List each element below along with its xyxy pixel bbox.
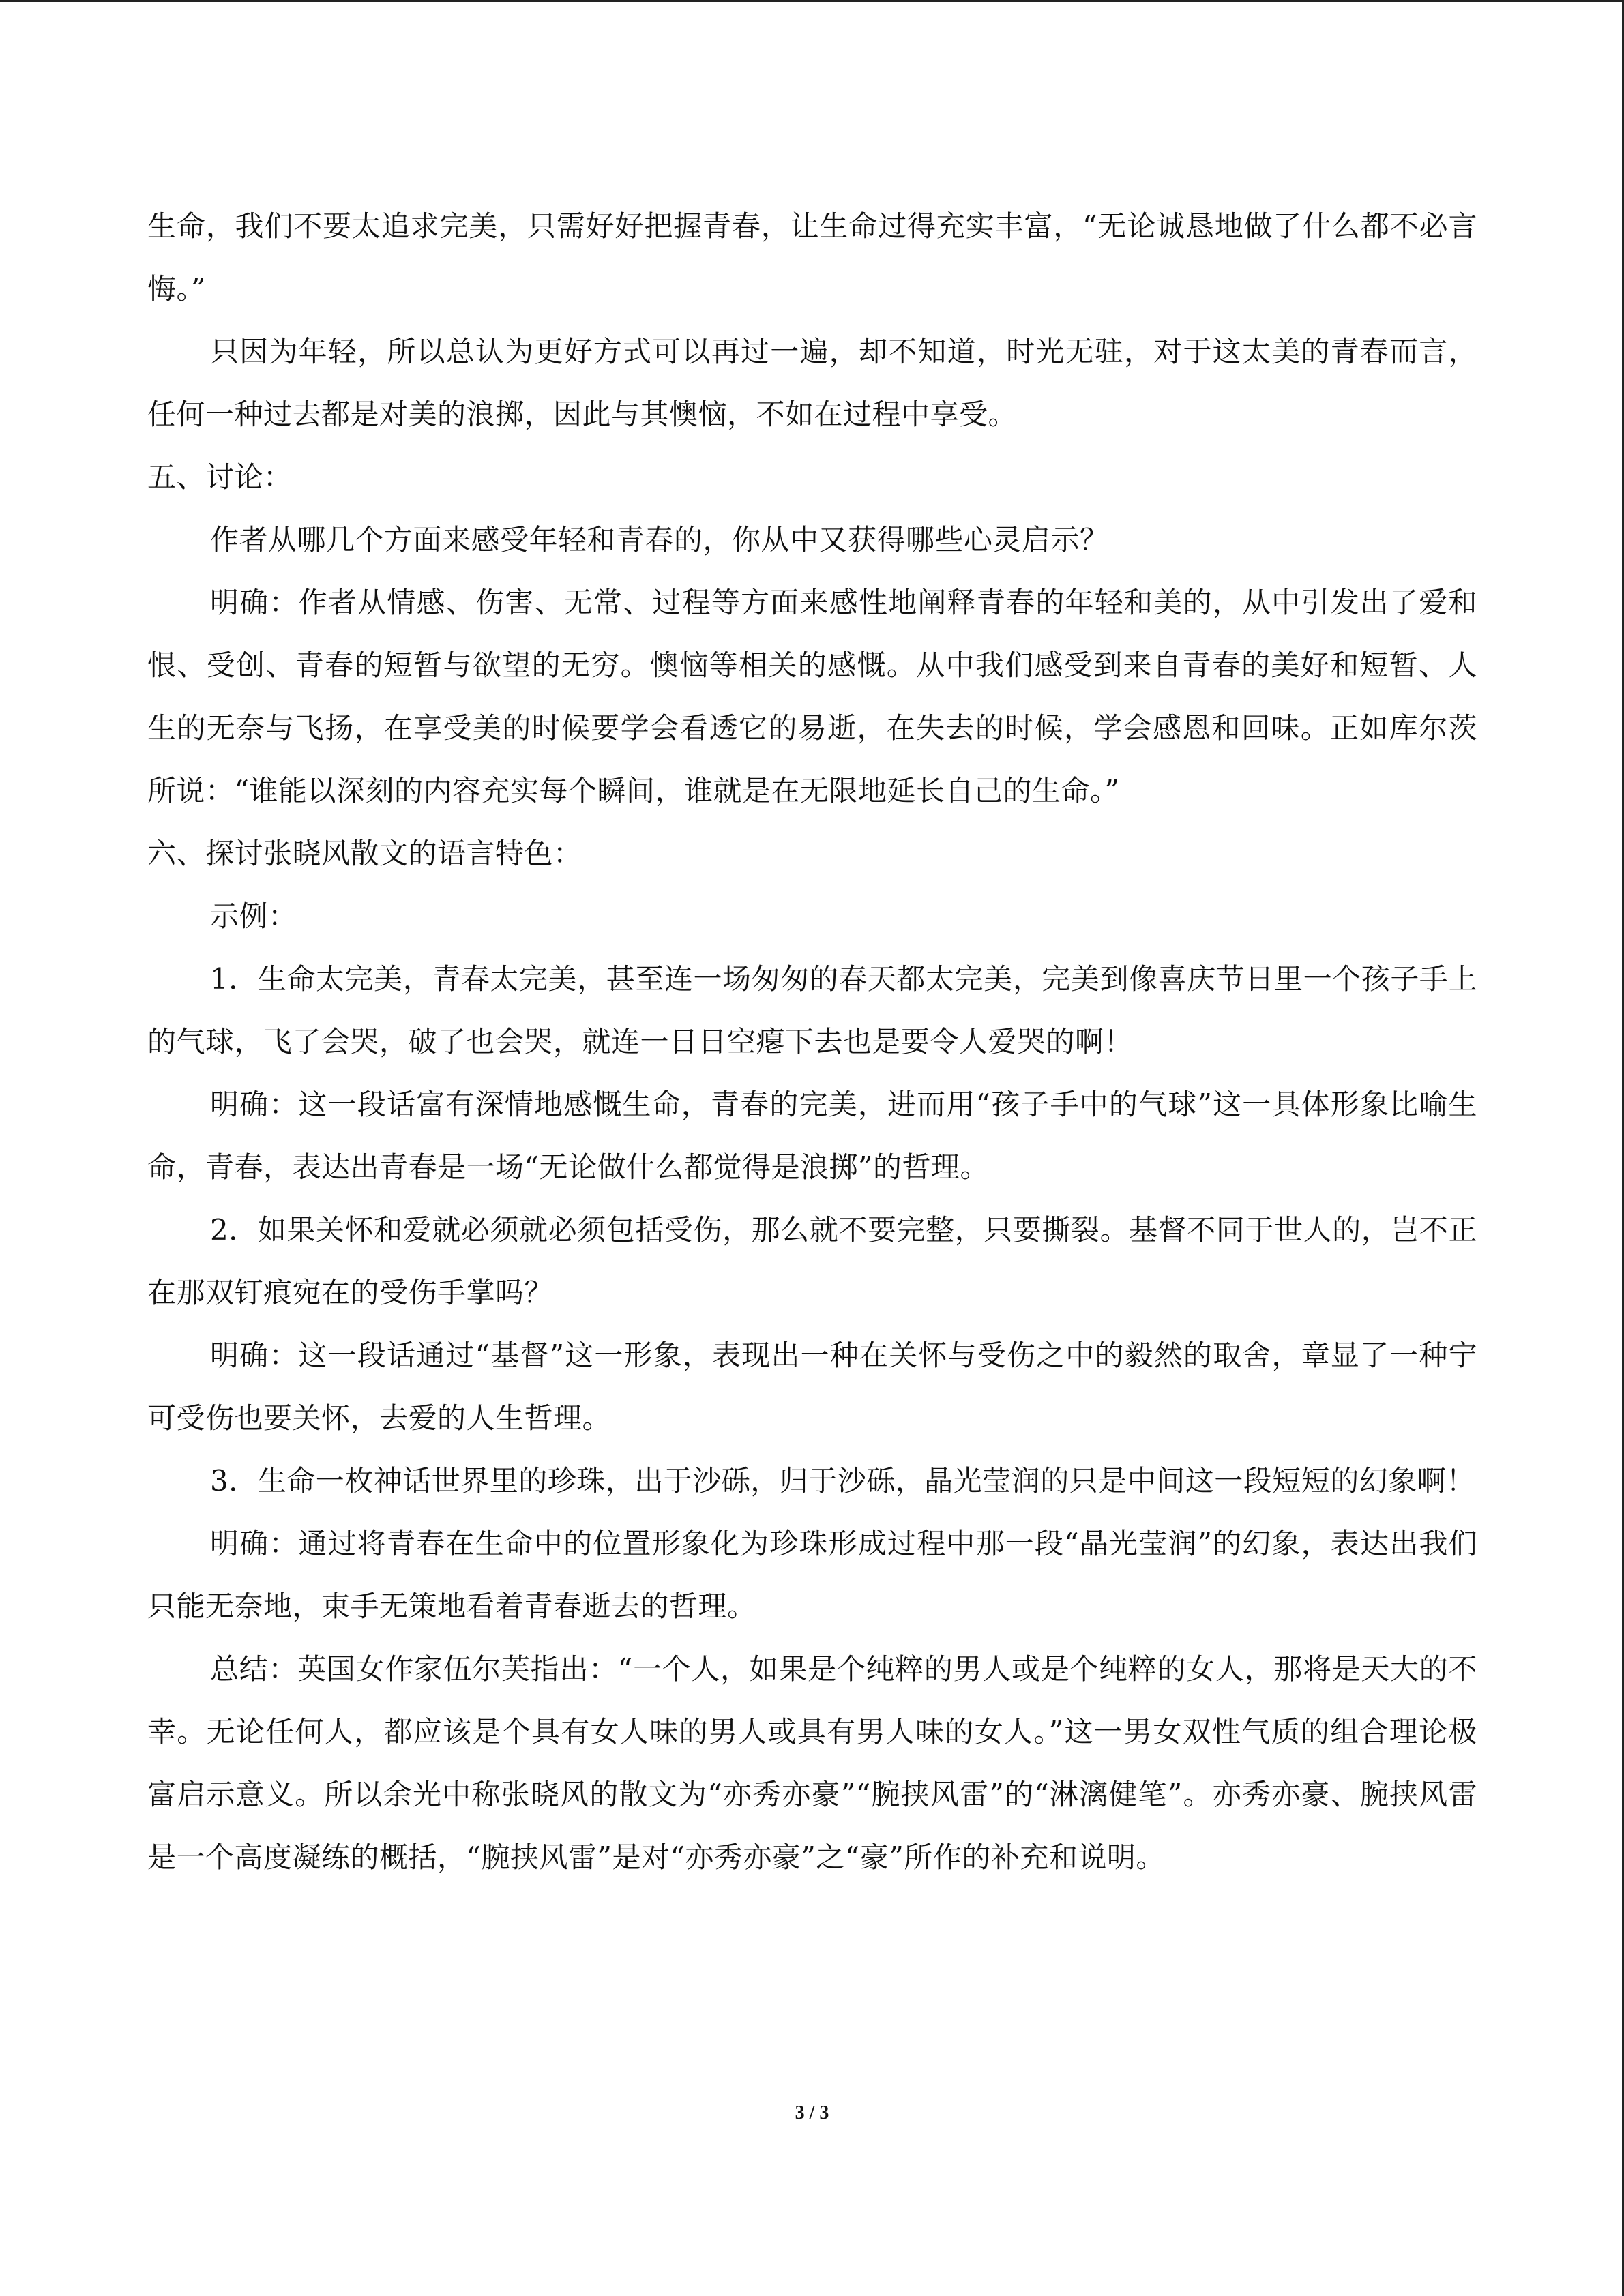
paragraph-summary: 总结：英国女作家伍尔芙指出：“一个人，如果是个纯粹的男人或是个纯粹的女人，那将是天大的不幸。无论任何人，都应该是个具有女人味的男人或具有男人味的女人。”这一男女双性气质的组合理论极富启示意义。所以余光中称张晓风的散文为“亦秀亦豪”“腕挟风雷”的“淋漓健笔”。亦秀亦豪、腕挟风雷是一个高度凝练的概括，“腕挟风雷”是对“亦秀亦豪”之“豪”所作的补充和说明。 [147, 1652, 1477, 1874]
paragraph-discussion-answer: 明确：作者从情感、伤害、无常、过程等方面来感性地阐释青春的年轻和美的，从中引发出了爱和恨、受创、青春的短暂与欲望的无穷。懊恼等相关的感慨。从中我们感受到来自青春的美好和短暂、人生的无奈与飞扬，在享受美的时候要学会看透它的易逝，在失去的时候，学会感恩和回味。正如库尔茨所说：“谁能以深刻的内容充实每个瞬间，谁就是在无限地延长自己的生命。” [147, 586, 1477, 807]
paragraph-example-2-answer: 明确：这一段话通过“基督”这一形象，表现出一种在关怀与受伤之中的毅然的取舍，章显了一种宁可受伤也要关怀，去爱的人生哲理。 [147, 1339, 1477, 1435]
section-heading-discussion: 五、讨论： [147, 460, 293, 494]
page-number: 3 / 3 [795, 2102, 829, 2123]
paragraph-example-label: 示例： [210, 899, 297, 933]
paragraph-example-1-answer: 明确：这一段话富有深情地感慨生命，青春的完美，进而用“孩子手中的气球”这一具体形象比喻生命，青春，表达出青春是一场“无论做什么都觉得是浪掷”的哲理。 [147, 1088, 1477, 1184]
paragraph-youth-time: 只因为年轻，所以总认为更好方式可以再过一遍，却不知道，时光无驻，对于这太美的青春而言，任何一种过去都是对美的浪掷，因此与其懊恼，不如在过程中享受。 [147, 335, 1477, 431]
section-heading-language-features: 六、探讨张晓风散文的语言特色： [147, 837, 582, 870]
paragraph-example-2: 2．如果关怀和爱就必须就必须包括受伤，那么就不要完整，只要撕裂。基督不同于世人的，岂不正在那双钉痕宛在的受伤手掌吗？ [147, 1213, 1477, 1309]
document-body [147, 195, 1477, 1889]
paragraph-example-3: 3．生命一枚神话世界里的珍珠，出于沙砾，归于沙砾，晶光莹润的只是中间这一段短短的幻象啊！ [210, 1464, 1475, 1497]
paragraph-example-3-answer: 明确：通过将青春在生命中的位置形象化为珍珠形成过程中那一段“晶光莹润”的幻象，表达出我们只能无奈地，束手无策地看着青春逝去的哲理。 [147, 1527, 1477, 1623]
paragraph-example-1: 1．生命太完美，青春太完美，甚至连一场匆匆的春天都太完美，完美到像喜庆节日里一个孩子手上的气球，飞了会哭，破了也会哭，就连一日日空瘪下去也是要令人爱哭的啊！ [147, 962, 1477, 1058]
paragraph-life-perfection-end: 生命，我们不要太追求完美，只需好好把握青春，让生命过得充实丰富，“无论诚恳地做了什么都不必言悔。” [147, 209, 1477, 305]
paragraph-discussion-question: 作者从哪几个方面来感受年轻和青春的，你从中又获得哪些心灵启示？ [210, 523, 1109, 556]
